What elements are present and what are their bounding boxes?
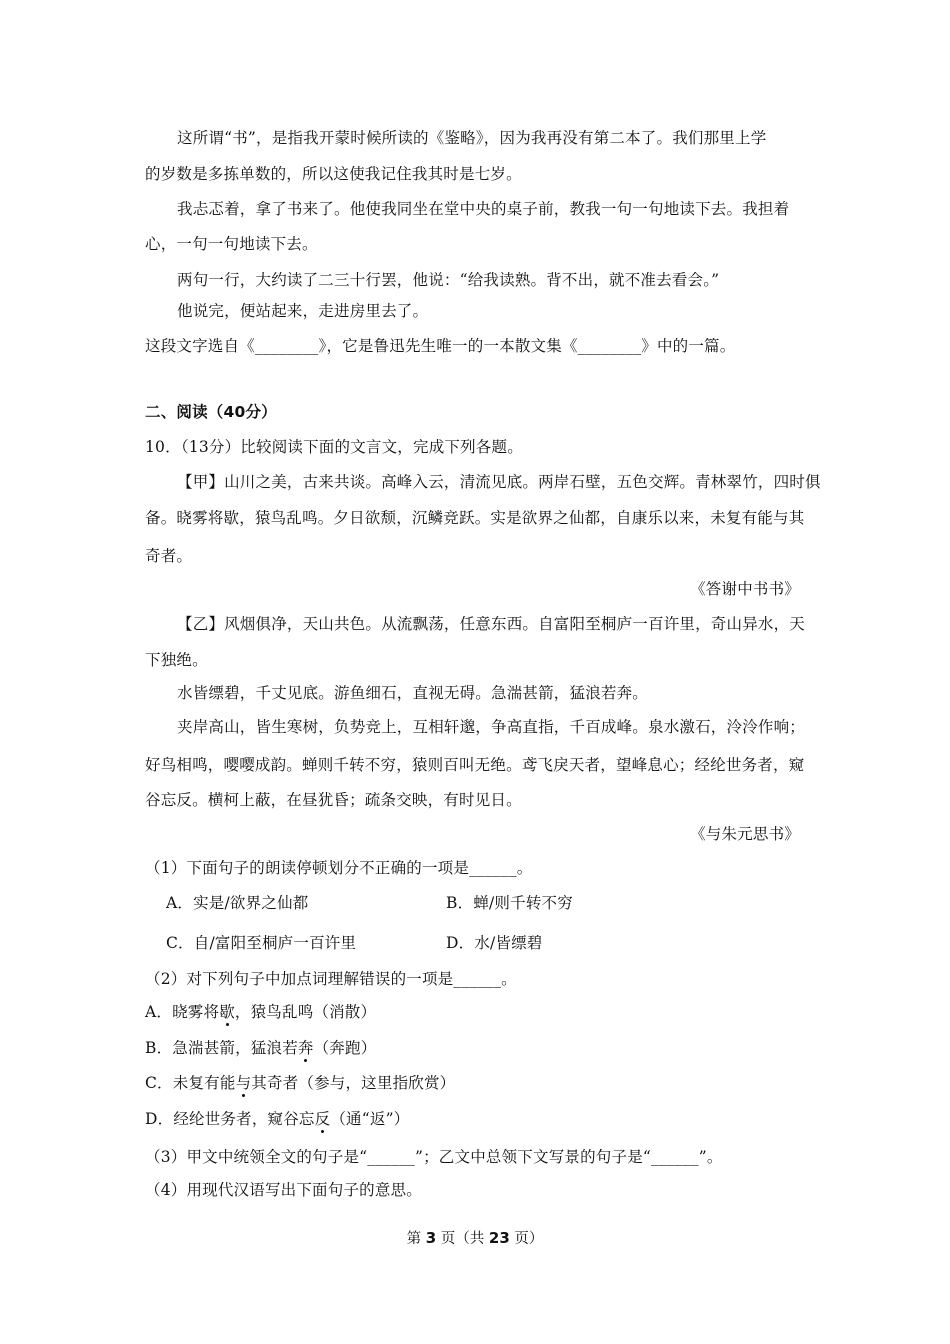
section-heading: 二、阅读（40分） [145, 403, 277, 421]
passage-line: 我忐忑着，拿了书来了。他使我同坐在堂中央的桌子前，教我一句一句地读下去。我担着 [177, 200, 790, 218]
text-yi-line: 谷忘反。横柯上蔽，在昼犹昏；疏条交映，有时见日。 [145, 791, 522, 809]
question-10-intro: 10．（13分）比较阅读下面的文言文，完成下列各题。 [145, 438, 523, 456]
text-yi-line: 好鸟相鸣，嘤嘤成韵。蝉则千转不穷，猿则百叫无绝。鸢飞戾天者，望峰息心；经纶世务者，窥 [145, 756, 805, 774]
text-yi-line: 夹岸高山，皆生寒树，负势竞上，互相轩邈，争高直指，千百成峰。泉水激石，泠泠作响； [177, 718, 806, 736]
text-jia-source: 《答谢中书书》 [690, 580, 800, 598]
page-footer: 第 3 页（共 23 页） [406, 1229, 544, 1247]
text-yi-line: 下独绝。 [145, 651, 208, 669]
page-number: 3 [425, 1229, 437, 1247]
dotted-char: 歇 [219, 1003, 235, 1021]
q2-option-c: C．未复有能与其奇者（参与，这里指欣赏） [145, 1074, 456, 1092]
dotted-char: 反 [314, 1110, 331, 1128]
dotted-char: 奔 [297, 1039, 314, 1057]
q2-option-b: B．急湍甚箭，猛浪若奔（奔跑） [145, 1039, 377, 1057]
passage-line: 他说完，便站起来，走进房里去了。 [177, 302, 429, 320]
text-jia-line: 【甲】山川之美，古来共谈。高峰入云，清流见底。两岸石壁，五色交辉。青林翠竹，四时俱 [177, 473, 821, 491]
q1-option-a: A．实是/欲界之仙都 [166, 894, 309, 912]
q2-option-a: A．晓雾将歇，猿鸟乱鸣（消散） [145, 1003, 377, 1021]
source-question: 这段文字选自《________》，它是鲁迅先生唯一的一本散文集《________》中的一篇。 [145, 337, 736, 355]
passage-line: 两句一行，大约读了二三十行罢，他说：“给我读熟。背不出，就不准去看会。” [177, 271, 720, 289]
q4-stem: （4）用现代汉语写出下面句子的意思。 [145, 1181, 422, 1199]
text-jia-line: 奇者。 [145, 547, 193, 565]
q1-option-c: C．自/富阳至桐庐一百许里 [166, 934, 357, 952]
text-yi-line: 【乙】风烟俱净，天山共色。从流飘荡，任意东西。自富阳至桐庐一百许里，奇山异水，天 [177, 615, 806, 633]
passage-line: 的岁数是多拣单数的，所以这使我记住我其时是七岁。 [145, 165, 522, 183]
text-yi-line: 水皆缥碧，千丈见底。游鱼细石，直视无碍。急湍甚箭，猛浪若奔。 [177, 684, 649, 702]
q3-stem: （3）甲文中统领全文的句子是“______”；乙文中总领下文写景的句子是“______”。 [145, 1148, 723, 1166]
passage-line: 心，一句一句地读下去。 [145, 235, 318, 253]
q1-stem: （1）下面句子的朗读停顿划分不正确的一项是______。 [145, 859, 533, 877]
q2-stem: （2）对下列句子中加点词理解错误的一项是______。 [145, 970, 517, 988]
q2-option-d: D．经纶世务者，窥谷忘反（通“返”） [145, 1110, 410, 1128]
page-total: 23 [488, 1229, 510, 1247]
text-jia-line: 备。晓雾将歇，猿鸟乱鸣。夕日欲颓，沉鳞竞跃。实是欲界之仙都，自康乐以来，未复有能与其 [145, 509, 805, 527]
text-yi-source: 《与朱元思书》 [690, 825, 800, 843]
passage-line: 这所谓“书”，是指我开蒙时候所读的《鉴略》，因为我再没有第二本了。我们那里上学 [177, 129, 767, 147]
q1-option-d: D．水/皆缥碧 [446, 934, 543, 952]
q1-option-b: B．蝉/则千转不穷 [446, 894, 573, 912]
dotted-char: 与 [235, 1074, 252, 1092]
